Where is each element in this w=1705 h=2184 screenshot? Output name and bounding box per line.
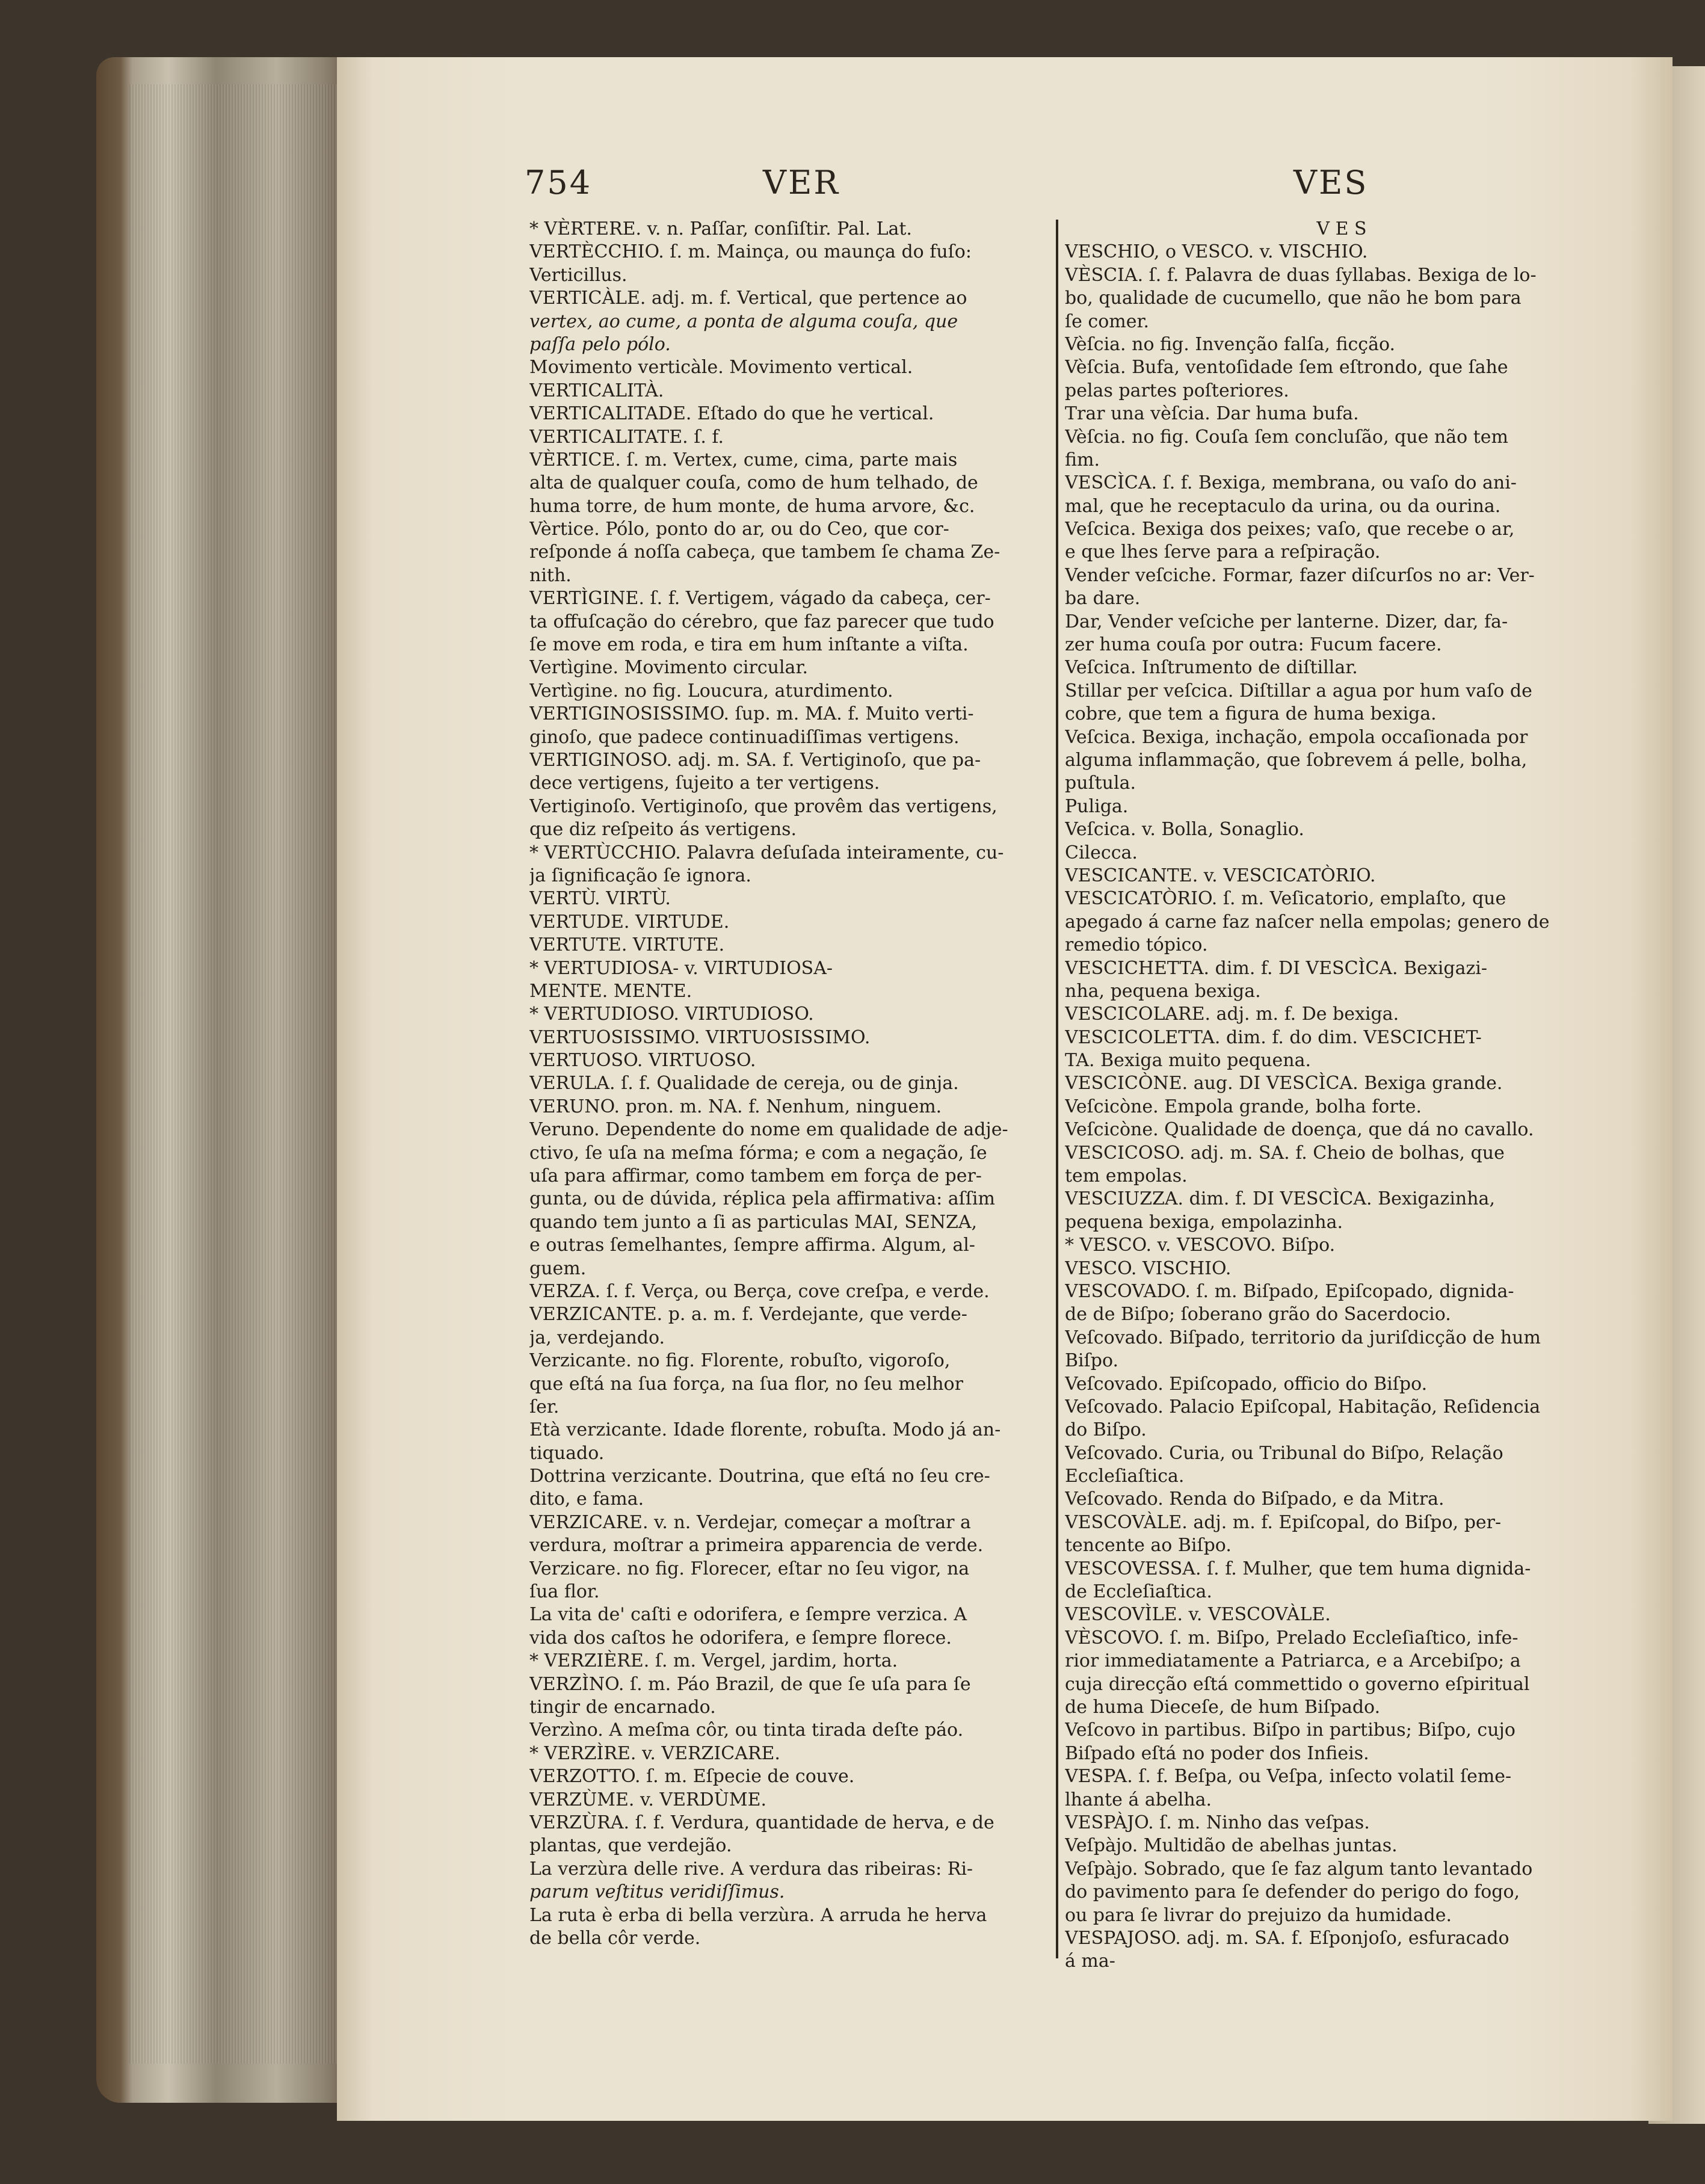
text-line: VESCICOLARE. adj. m. f. De bexiga. [1065, 1004, 1399, 1025]
text-line: Veſcovado. Curia, ou Tribunal do Biſpo, Relação [1065, 1442, 1503, 1464]
text-line: V E S [1316, 218, 1367, 239]
text-line: bo, qualidade de cucumello, que não he bom para [1065, 288, 1522, 309]
text-line: zer huma couſa por outra: Fucum facere. [1065, 634, 1442, 656]
text-line: VERTICALITATE. ſ. f. [529, 426, 724, 448]
text-line: cobre, que tem a figura de huma bexiga. [1065, 703, 1437, 725]
text-line: VERTUOSISSIMO. VIRTUOSISSIMO. [529, 1026, 871, 1048]
text-line: VERTIGINOSISSIMO. ſup. m. MA. f. Muito verti- [529, 703, 974, 725]
page-stack-texture [129, 84, 337, 2064]
text-line: Vèſcia. Bufa, ventoſidade ſem eſtrondo, que ſahe [1065, 357, 1508, 378]
text-line: Vertìgine. no fig. Loucura, aturdimento. [529, 680, 893, 702]
text-line: cuja direcção eſtá commettido o governo eſpiritual [1065, 1673, 1530, 1695]
text-line: verdura, moſtrar a primeira apparencia de verde. [529, 1535, 984, 1556]
text-line: pequena bexiga, empolazinha. [1065, 1211, 1343, 1233]
text-line: VÈRTICE. ſ. m. Vertex, cume, cima, parte mais [529, 449, 958, 470]
text-line: VERTUTE. VIRTUTE. [529, 934, 725, 956]
column-divider [1056, 220, 1058, 1958]
text-line: e que lhes ſerve para a reſpiração. [1065, 541, 1381, 563]
text-line: Veſpàjo. Sobrado, que ſe faz algum tanto levantado [1065, 1858, 1533, 1880]
text-line: VERZÙME. v. VERDÙME. [529, 1789, 767, 1810]
right-column [1065, 218, 1618, 1973]
text-line: VESCOVÌLE. v. VESCOVÀLE. [1065, 1604, 1331, 1626]
text-line: á ma- [1065, 1951, 1115, 1972]
text-line: * VERTUDIOSA- v. VIRTUDIOSA- [529, 957, 833, 979]
text-line: Veſcica. Inſtrumento de diſtillar. [1065, 657, 1358, 679]
text-line: do Biſpo. [1065, 1419, 1147, 1441]
text-line: La verzùra delle rive. A verdura das ribeiras: Ri- [529, 1858, 973, 1880]
text-line: Vèſcia. no fig. Invenção falſa, ficção. [1065, 333, 1396, 355]
text-line: VERZICARE. v. n. Verdejar, começar a moſtrar a [529, 1511, 971, 1533]
text-line: Vertìgine. Movimento circular. [529, 657, 809, 679]
text-line: Verzìno. A meſma côr, ou tinta tirada deſte páo. [529, 1720, 964, 1741]
text-line: VESCOVADO. ſ. m. Biſpado, Epiſcopado, dignida- [1065, 1280, 1514, 1302]
text-line: Verticillus. [529, 264, 627, 286]
text-line: * VERTÙCCHIO. Palavra deſuſada inteiramente, cu- [529, 842, 1004, 863]
text-line: remedio tópico. [1065, 934, 1208, 956]
page-number: 754 [525, 164, 593, 202]
text-line: VÈSCOVO. ſ. m. Biſpo, Prelado Eccleſiaſtico, infe- [1065, 1627, 1518, 1649]
text-line: VESCOVÀLE. adj. m. f. Epiſcopal, do Biſpo, per- [1065, 1511, 1502, 1533]
text-line: VESCICHETTA. dim. f. DI VESCÌCA. Bexigazi- [1065, 957, 1488, 979]
text-line: tem empolas. [1065, 1165, 1188, 1187]
text-line: puſtula. [1065, 773, 1136, 794]
text-line: VERTICALITADE. Eſtado do que he vertical. [529, 403, 934, 425]
text-line: VERZOTTO. ſ. m. Eſpecie de couve. [529, 1766, 855, 1788]
text-line: Veſcicòne. Qualidade de doença, que dá no cavallo. [1065, 1119, 1534, 1141]
text-line: ctivo, ſe uſa na meſma fórma; e com a negação, ſe [529, 1142, 987, 1164]
text-line: VESCICOLETTA. dim. f. do dim. VESCICHET- [1065, 1026, 1482, 1048]
text-line: * VESCO. v. VESCOVO. Biſpo. [1065, 1235, 1336, 1256]
text-line: Verzicare. no fig. Florecer, eſtar no ſeu vigor, na [529, 1558, 970, 1579]
text-line: plantas, que verdejão. [529, 1835, 732, 1857]
text-line: * VERZIÈRE. ſ. m. Vergel, jardim, horta. [529, 1650, 898, 1672]
text-line: Verzicante. no fig. Florente, robuſto, vigoroſo, [529, 1350, 951, 1372]
text-line: VESPAJOSO. adj. m. SA. f. Eſponjoſo, esfuracado [1065, 1927, 1509, 1949]
text-line: Veſcica. v. Bolla, Sonaglio. [1065, 819, 1304, 841]
text-line: VERTIGINOSO. adj. m. SA. f. Vertiginoſo, que pa- [529, 749, 981, 771]
text-line: VERULA. ſ. f. Qualidade de cereja, ou de ginja. [529, 1073, 959, 1094]
text-line: ſua flor. [529, 1581, 600, 1603]
text-line: paſſa pelo pólo. [529, 333, 671, 355]
text-line: nha, pequena bexiga. [1065, 980, 1261, 1002]
text-line: de bella côr verde. [529, 1927, 701, 1949]
text-line: * VERZÌRE. v. VERZICARE. [529, 1742, 780, 1764]
text-line: Biſpado eſtá no poder dos Infieis. [1065, 1742, 1369, 1764]
text-line: ſe move em roda, e tira em hum inſtante a viſta. [529, 634, 969, 656]
text-line: VESPA. ſ. f. Beſpa, ou Veſpa, inſecto volatil ſeme- [1065, 1766, 1512, 1788]
text-line: VERZÙRA. ſ. f. Verdura, quantidade de herva, e de [529, 1812, 994, 1833]
text-line: ſer. [529, 1396, 560, 1417]
right-running-header: VES [1293, 164, 1369, 202]
text-line: Veſcovado. Renda do Biſpado, e da Mitra. [1065, 1488, 1444, 1510]
text-line: VESCICANTE. v. VESCICATÒRIO. [1065, 865, 1376, 886]
text-line: tiquado. [529, 1442, 605, 1464]
text-line: de huma Dieceſe, de hum Biſpado. [1065, 1697, 1381, 1718]
text-line: pelas partes poſteriores. [1065, 380, 1289, 401]
text-line: Veruno. Dependente do nome em qualidade de adje- [529, 1119, 1008, 1141]
text-line: Veſpàjo. Multidão de abelhas juntas. [1065, 1835, 1398, 1857]
text-line: de Eccleſiaſtica. [1065, 1581, 1212, 1603]
text-line: Veſcica. Bexiga, inchação, empola occaſionada por [1065, 726, 1528, 748]
text-line: Dar, Vender veſciche per lanterne. Dizer, dar, fa- [1065, 611, 1508, 632]
text-line: Età verzicante. Idade florente, robuſta. Modo já an- [529, 1419, 1001, 1441]
text-line: Dottrina verzicante. Doutrina, que eſtá no ſeu cre- [529, 1466, 990, 1487]
text-line: ja ſignificação ſe ignora. [529, 865, 751, 886]
text-line: rior immediatamente a Patriarca, e a Arcebiſpo; a [1065, 1650, 1521, 1672]
text-line: * VERTUDIOSO. VIRTUDIOSO. [529, 1004, 814, 1025]
text-line: Veſcovado. Palacio Epiſcopal, Habitação, Reſidencia [1065, 1396, 1541, 1417]
text-line: que diz reſpeito ás vertigens. [529, 819, 797, 841]
text-line: ja, verdejando. [529, 1327, 665, 1348]
text-line: alta de qualquer couſa, como de hum telhado, de [529, 472, 978, 494]
text-line: VERTÌGINE. ſ. f. Vertigem, vágado da cabeça, cer- [529, 588, 991, 609]
text-line: mal, que he receptaculo da urina, ou da ourina. [1065, 495, 1501, 517]
text-line: Stillar per veſcica. Diſtillar a agua por hum vaſo de [1065, 680, 1532, 702]
text-line: VESCO. VISCHIO. [1065, 1257, 1232, 1279]
text-line: Cilecca. [1065, 842, 1138, 863]
text-line: MENTE. MENTE. [529, 980, 692, 1002]
text-line: Vender veſciche. Formar, fazer diſcurſos no ar: Ver- [1065, 564, 1535, 586]
text-line: Vertiginoſo. Vertiginoſo, que provêm das vertigens, [529, 795, 997, 817]
text-line: dece vertigens, ſujeito a ter vertigens. [529, 773, 880, 794]
text-line: vida dos caſtos he odorifera, e ſempre florece. [529, 1627, 952, 1649]
text-line: Veſcovo in partibus. Biſpo in partibus; Biſpo, cujo [1065, 1720, 1515, 1741]
text-line: Movimento verticàle. Movimento vertical. [529, 357, 913, 378]
text-line: VERTUOSO. VIRTUOSO. [529, 1050, 756, 1072]
text-line: Vèſcia. no fig. Couſa ſem concluſão, que não tem [1065, 426, 1508, 448]
text-line: gunta, ou de dúvida, réplica pela affirmativa: aſſim [529, 1188, 995, 1210]
text-line: La ruta è erba di bella verzùra. A arruda he herva [529, 1904, 987, 1926]
text-line: VÈSCIA. ſ. f. Palavra de duas ſyllabas. Bexiga de lo- [1065, 264, 1537, 286]
text-line: Eccleſiaſtica. [1065, 1466, 1185, 1487]
text-line: tencente ao Biſpo. [1065, 1535, 1232, 1556]
text-line: apegado á carne faz naſcer nella empolas; genero de [1065, 911, 1550, 933]
text-line: VESCICÒNE. aug. DI VESCÌCA. Bexiga grande. [1065, 1073, 1503, 1094]
text-line: Veſcica. Bexiga dos peixes; vaſo, que recebe o ar, [1065, 519, 1515, 540]
text-line: do pavimento para ſe defender do perigo do fogo, [1065, 1881, 1520, 1903]
text-line: ginoſo, que padece continuadiſſimas vertigens. [529, 726, 960, 748]
text-line: que eſtá na ſua força, na ſua flor, no ſeu melhor [529, 1373, 963, 1395]
text-line: VESCICATÒRIO. ſ. m. Veſicatorio, emplaſto, que [1065, 888, 1506, 910]
text-line: VERTÙ. VIRTÙ. [529, 888, 671, 910]
text-line: vertex, ao cume, a ponta de alguma couſa, que [529, 310, 958, 332]
text-line: VESCÌCA. ſ. f. Bexiga, membrana, ou vaſo do ani- [1065, 472, 1517, 494]
text-line: tingir de encarnado. [529, 1697, 716, 1718]
text-line: lhante á abelha. [1065, 1789, 1212, 1810]
text-line: ſe comer. [1065, 310, 1150, 332]
text-line: VERTUDE. VIRTUDE. [529, 911, 730, 933]
text-line: Veſcovado. Biſpado, territorio da juriſdicção de hum [1065, 1327, 1541, 1348]
text-line: VESPÀJO. ſ. m. Ninho das veſpas. [1065, 1812, 1370, 1833]
text-line: Trar una vèſcia. Dar huma bufa. [1065, 403, 1359, 425]
text-line: VESCIUZZA. dim. f. DI VESCÌCA. Bexigazinha, [1065, 1188, 1495, 1210]
text-line: VERZA. ſ. f. Verça, ou Berça, cove creſpa, e verde. [529, 1280, 990, 1302]
text-line: VERTÈCCHIO. ſ. m. Mainça, ou maunça do fuſo: [529, 241, 972, 263]
text-line: ba dare. [1065, 588, 1141, 609]
text-line: VESCHIO, o VESCO. v. VISCHIO. [1065, 241, 1368, 263]
text-line: dito, e fama. [529, 1488, 644, 1510]
text-line: * VÈRTERE. v. n. Paſſar, conſiſtir. Pal. Lat. [529, 218, 912, 239]
text-line: huma torre, de hum monte, de huma arvore, &c. [529, 495, 975, 517]
text-line: ou para ſe livrar do prejuizo da humidade. [1065, 1904, 1452, 1926]
text-line: quando tem junto a ſi as particulas MAI, SENZA, [529, 1211, 978, 1233]
text-line: VERUNO. pron. m. NA. f. Nenhum, ninguem. [529, 1096, 942, 1117]
text-line: alguma inflammação, que ſobrevem á pelle, bolha, [1065, 749, 1528, 771]
text-line: Veſcovado. Epiſcopado, officio do Biſpo. [1065, 1373, 1428, 1395]
text-line: ta offuſcação do cérebro, que faz parecer que tudo [529, 611, 994, 632]
text-line: VERZÌNO. ſ. m. Páo Brazil, de que ſe uſa para ſe [529, 1673, 971, 1695]
text-line: Vèrtice. Pólo, ponto do ar, ou do Ceo, que cor- [529, 519, 949, 540]
text-line: e outras ſemelhantes, ſempre affirma. Algum, al- [529, 1235, 975, 1256]
text-line: VERTICÀLE. adj. m. f. Vertical, que pertence ao [529, 288, 967, 309]
left-column [529, 218, 1053, 1950]
text-line: VESCOVESSA. ſ. f. Mulher, que tem huma dignida- [1065, 1558, 1531, 1579]
text-line: Biſpo. [1065, 1350, 1119, 1372]
text-line: de de Biſpo; ſoberano grão do Sacerdocio. [1065, 1304, 1451, 1325]
text-line: Puliga. [1065, 795, 1129, 817]
text-line: fim. [1065, 449, 1100, 470]
text-line: parum veſtitus veridiſſimus. [529, 1881, 785, 1903]
text-line: guem. [529, 1257, 587, 1279]
text-line: La vita de' caſti e odorifera, e ſempre verzica. A [529, 1604, 967, 1626]
text-line: VERZICANTE. p. a. m. f. Verdejante, que verde- [529, 1304, 967, 1325]
text-line: reſponde á noſſa cabeça, que tambem ſe chama Ze- [529, 541, 1000, 563]
text-line: Veſcicòne. Empola grande, bolha forte. [1065, 1096, 1422, 1117]
text-line: TA. Bexiga muito pequena. [1065, 1050, 1312, 1072]
text-line: VERTICALITÀ. [529, 380, 664, 401]
text-line: VESCICOSO. adj. m. SA. f. Cheio de bolhas, que [1065, 1142, 1505, 1164]
text-line: uſa para affirmar, como tambem em força de per- [529, 1165, 982, 1187]
text-line: nith. [529, 564, 572, 586]
left-running-header: VER [763, 164, 840, 202]
